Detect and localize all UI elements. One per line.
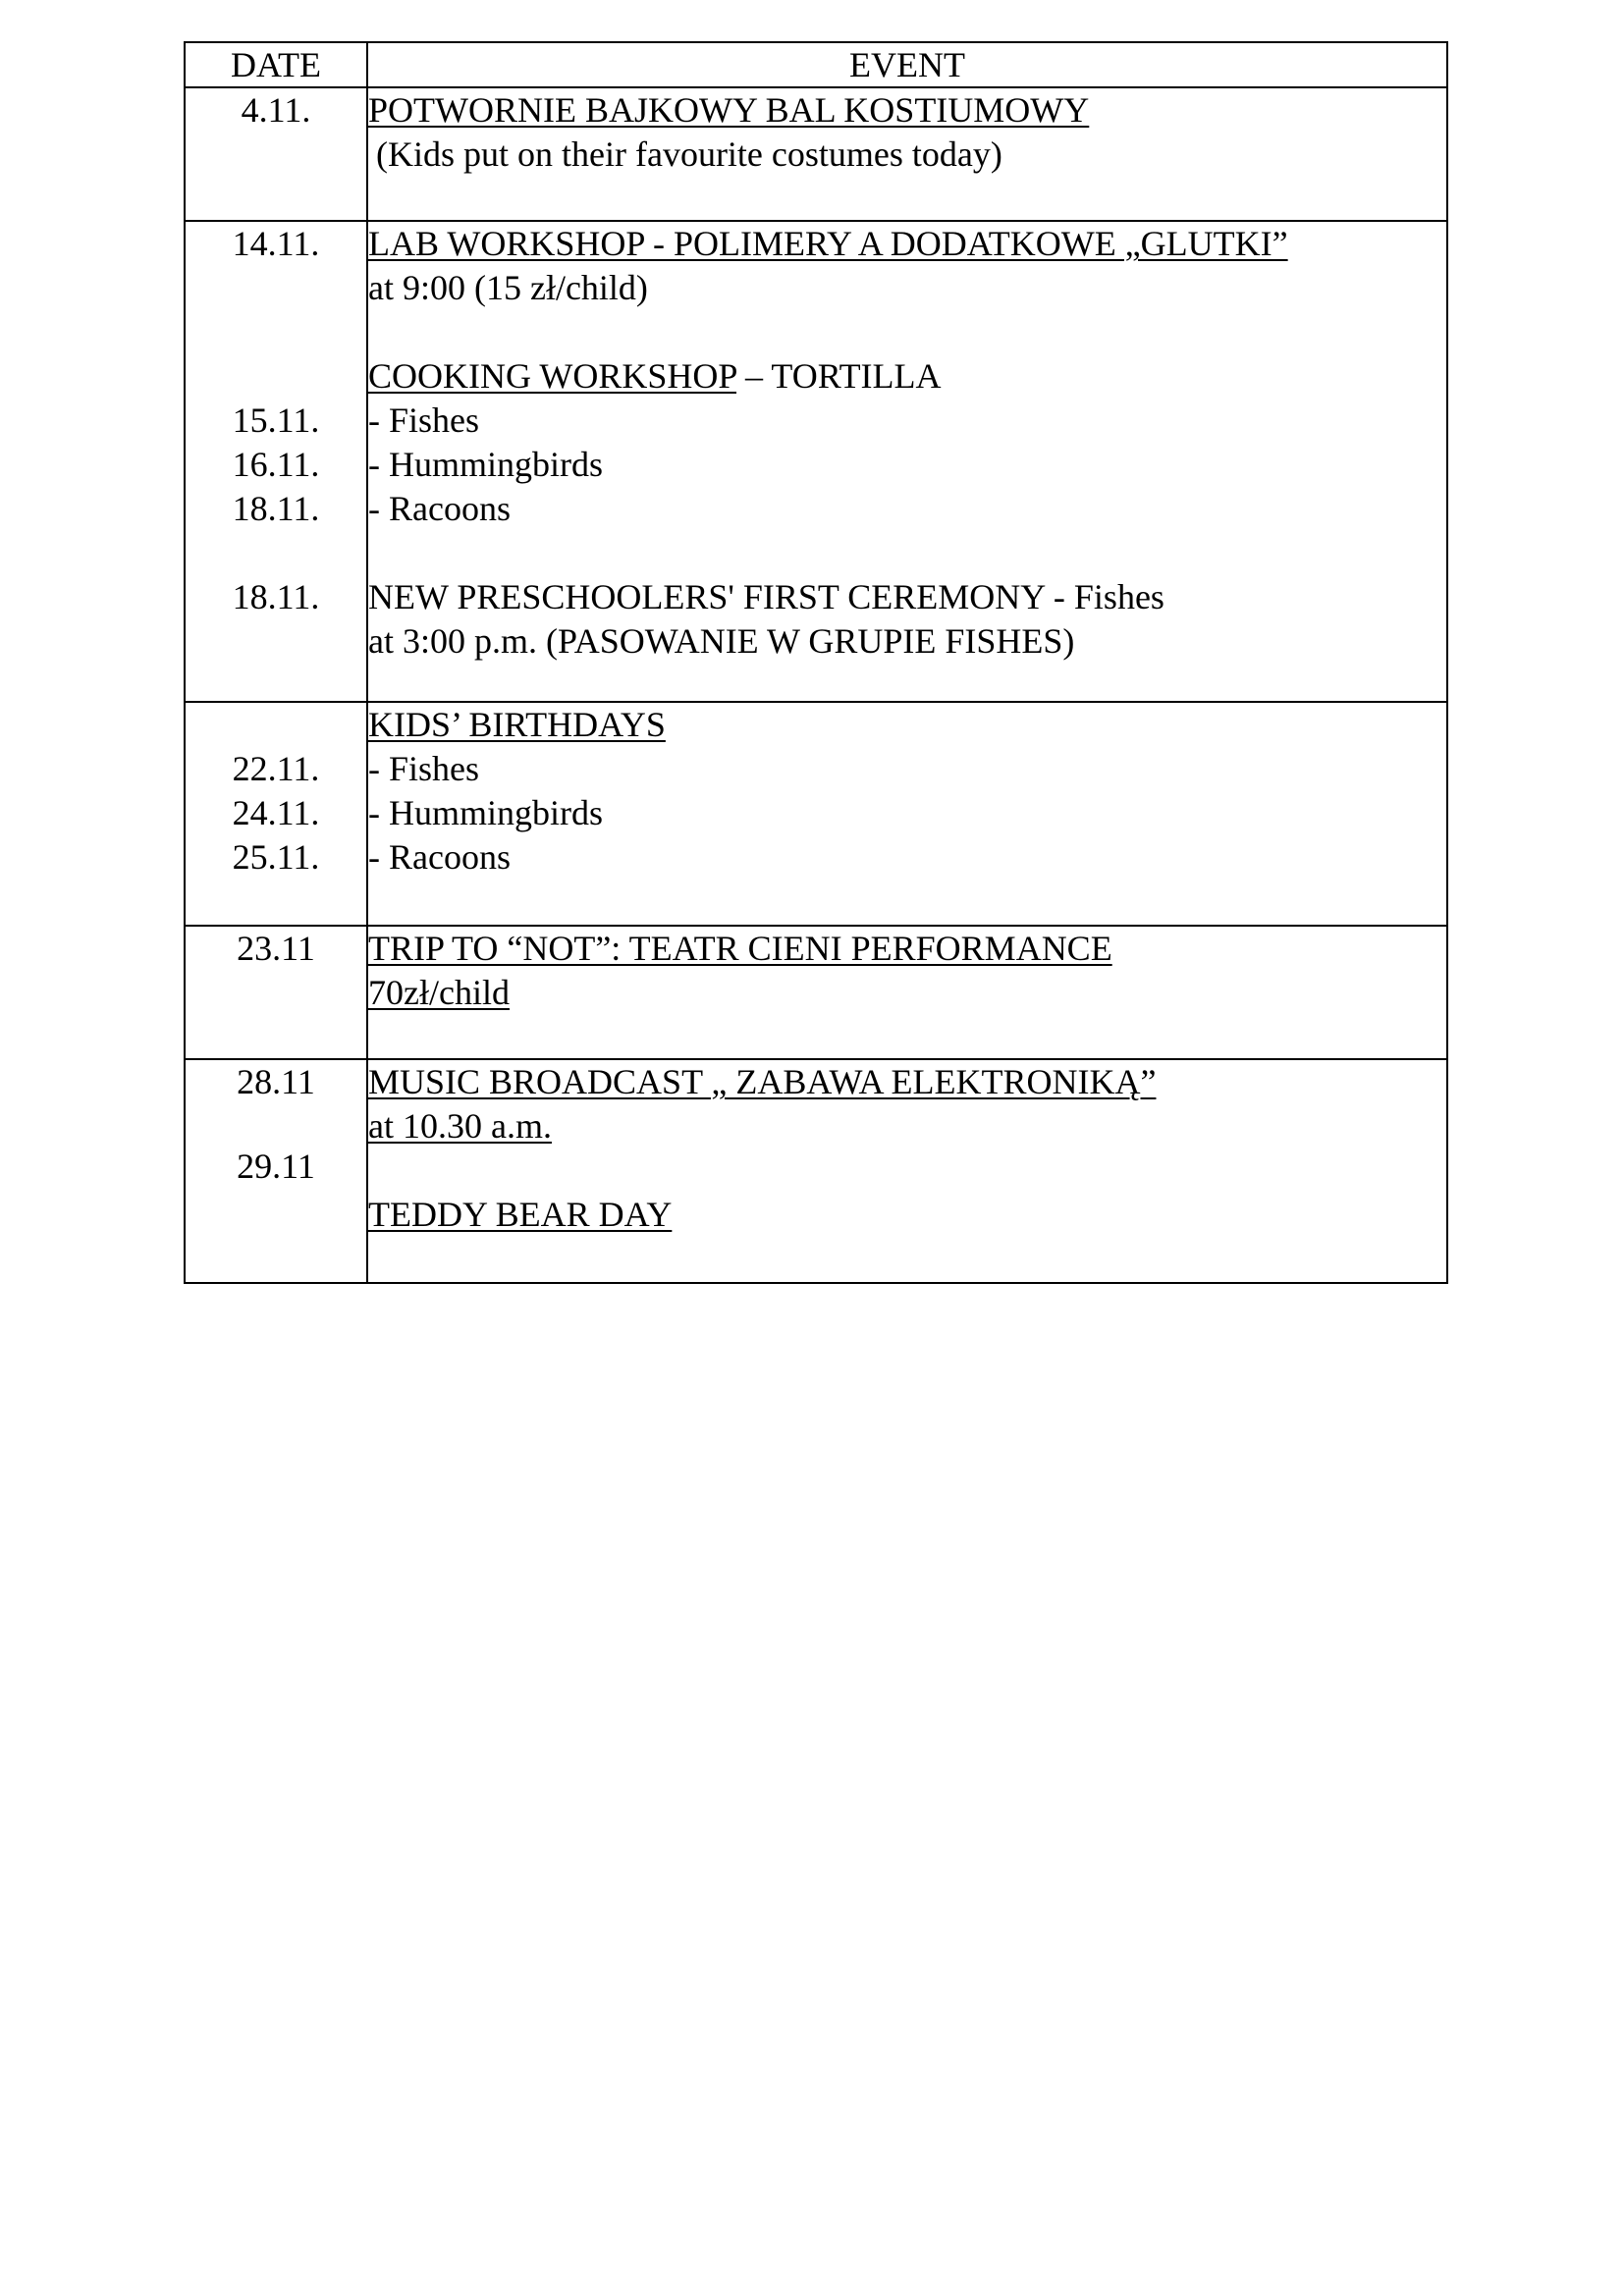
event-title: TEDDY BEAR DAY bbox=[368, 1195, 673, 1234]
date-column-header: DATE bbox=[185, 42, 367, 87]
event-spacer bbox=[368, 1148, 1446, 1193]
date-cell bbox=[185, 702, 367, 926]
date-spacer bbox=[186, 354, 366, 399]
date-text: 23.11 bbox=[237, 929, 315, 968]
event-cell bbox=[367, 221, 1447, 702]
table-row bbox=[185, 926, 1447, 1059]
date-text: 18.11. bbox=[232, 489, 320, 528]
event-group: - Racoons bbox=[368, 489, 511, 528]
event-title: COOKING WORKSHOP bbox=[368, 356, 737, 396]
event-cell bbox=[367, 1059, 1447, 1283]
event-cell bbox=[367, 926, 1447, 1059]
date-spacer bbox=[186, 266, 366, 310]
date-text: 16.11. bbox=[232, 445, 320, 484]
event-group: - Fishes bbox=[368, 400, 480, 440]
event-title-line bbox=[368, 354, 1446, 399]
event-title: NEW PRESCHOOLERS' FIRST CEREMONY - Fishes bbox=[368, 577, 1164, 616]
event-group: - Fishes bbox=[368, 749, 480, 788]
event-group: - Racoons bbox=[368, 837, 511, 877]
date-spacer bbox=[186, 1104, 366, 1148]
table-row bbox=[185, 1059, 1447, 1283]
event-title: LAB WORKSHOP - POLIMERY A DODATKOWE „GLUTKI” bbox=[368, 224, 1288, 263]
date-text: 28.11 bbox=[237, 1062, 315, 1101]
event-column-header: EVENT bbox=[367, 42, 1447, 87]
table-row bbox=[185, 702, 1447, 926]
event-schedule-table bbox=[184, 41, 1448, 1284]
event-spacer bbox=[368, 310, 1446, 354]
event-title: MUSIC BROADCAST „ ZABAWA ELEKTRONIKĄ” bbox=[368, 1062, 1157, 1101]
date-text: 29.11 bbox=[237, 1147, 315, 1186]
date-text: 4.11. bbox=[241, 90, 311, 130]
date-spacer bbox=[186, 310, 366, 354]
event-detail: (Kids put on their favourite costumes today) bbox=[376, 134, 1002, 174]
date-text: 18.11. bbox=[232, 577, 320, 616]
date-spacer bbox=[186, 531, 366, 575]
date-text: 22.11. bbox=[232, 749, 320, 788]
event-detail: at 10.30 a.m. bbox=[368, 1106, 552, 1146]
event-group: - Hummingbirds bbox=[368, 793, 603, 832]
date-spacer bbox=[186, 703, 366, 747]
table-row bbox=[185, 87, 1447, 221]
date-text: 25.11. bbox=[232, 837, 320, 877]
event-spacer bbox=[368, 531, 1446, 575]
event-detail: 70zł/child bbox=[368, 973, 510, 1012]
date-cell bbox=[185, 926, 367, 1059]
date-cell bbox=[185, 221, 367, 702]
header-row bbox=[185, 42, 1447, 87]
date-cell bbox=[185, 1059, 367, 1283]
event-detail: at 3:00 p.m. (PASOWANIE W GRUPIE FISHES) bbox=[368, 621, 1075, 661]
event-title: TRIP TO “NOT”: TEATR CIENI PERFORMANCE bbox=[368, 929, 1112, 968]
table-row bbox=[185, 221, 1447, 702]
event-title: KIDS’ BIRTHDAYS bbox=[368, 705, 666, 744]
event-group: - Hummingbirds bbox=[368, 445, 603, 484]
date-text: 15.11. bbox=[232, 400, 320, 440]
date-cell bbox=[185, 87, 367, 221]
event-title-suffix: – TORTILLA bbox=[736, 356, 942, 396]
event-title: POTWORNIE BAJKOWY BAL KOSTIUMOWY bbox=[368, 90, 1090, 130]
date-text: 24.11. bbox=[232, 793, 320, 832]
event-cell bbox=[367, 702, 1447, 926]
event-cell bbox=[367, 87, 1447, 221]
date-text: 14.11. bbox=[232, 224, 320, 263]
event-detail: at 9:00 (15 zł/child) bbox=[368, 268, 648, 307]
